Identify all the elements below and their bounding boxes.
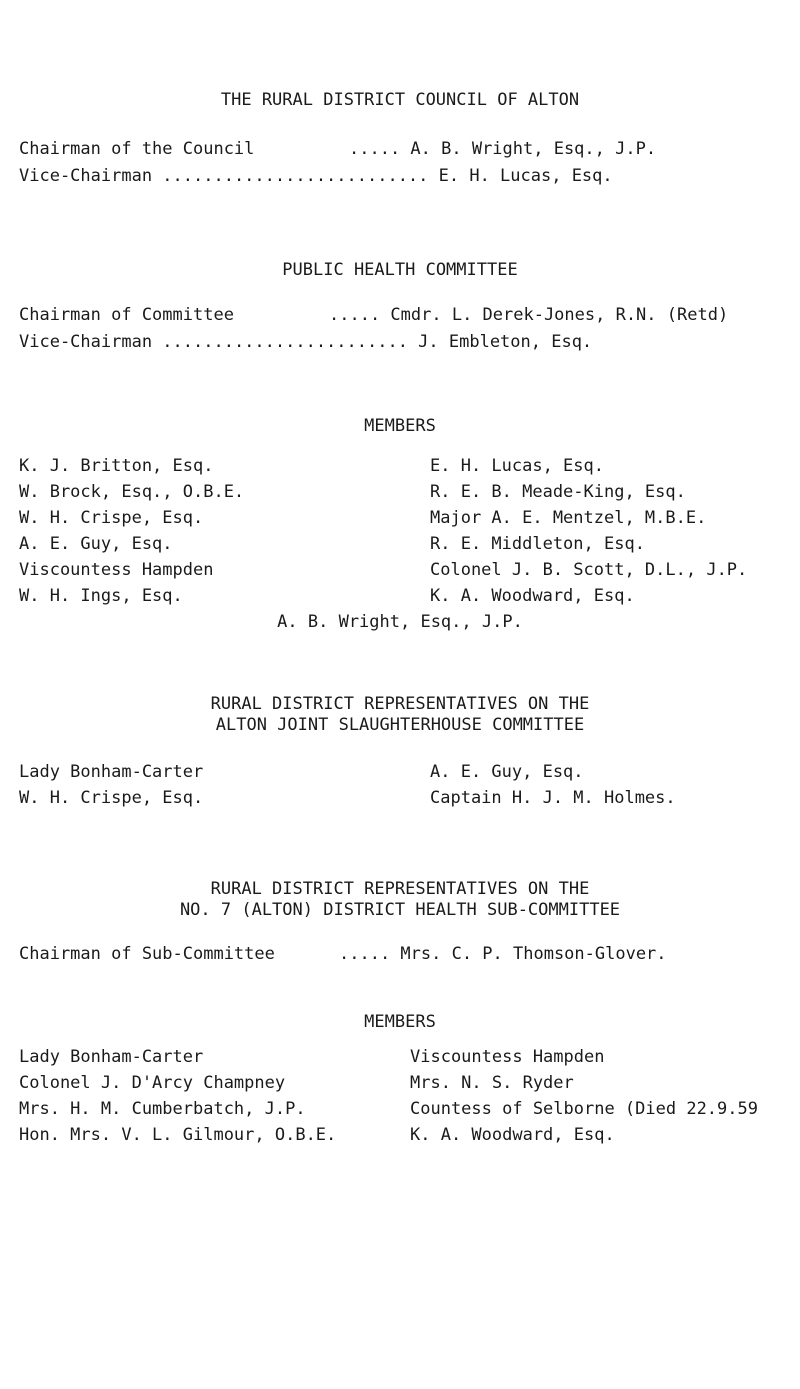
council-chairman-row [19,139,657,159]
member-name: Lady Bonham-Carter [19,762,204,782]
council-vice-label: Vice-Chairman [19,166,153,186]
member-name: Mrs. N. S. Ryder [410,1073,574,1093]
member-name: W. H. Crispe, Esq. [19,788,204,808]
member-name: A. E. Guy, Esq. [430,762,584,782]
health-sub-title-line1: RURAL DISTRICT REPRESENTATIVES ON THE [210,879,590,899]
member-name: Major A. E. Mentzel, M.B.E. [430,508,707,528]
dot-leader: ..... [329,305,391,325]
dot-leader: ..... [349,139,411,159]
member-name: K. A. Woodward, Esq. [430,586,635,606]
council-title: THE RURAL DISTRICT COUNCIL OF ALTON [220,90,580,110]
member-name: Colonel J. D'Arcy Champney [19,1073,286,1093]
member-name: Viscountess Hampden [410,1047,605,1067]
member-name: W. H. Ings, Esq. [19,586,183,606]
member-name: Countess of Selborne (Died 22.9.59 [410,1099,758,1119]
member-name-centered: A. B. Wright, Esq., J.P. [277,612,523,632]
member-name: R. E. Middleton, Esq. [430,534,645,554]
hs-members-heading: MEMBERS [364,1012,436,1032]
slaughterhouse-title-line1: RURAL DISTRICT REPRESENTATIVES ON THE [210,694,590,714]
member-name: Colonel J. B. Scott, D.L., J.P. [430,560,748,580]
hs-chairman-name: Mrs. C. P. Thomson-Glover. [400,944,667,964]
member-name: E. H. Lucas, Esq. [430,456,604,476]
ph-chairman-label: Chairman of Committee [19,305,234,325]
ph-vice-row [19,334,592,351]
ph-vice-name: J. Embleton, Esq. [418,332,593,352]
hs-chairman-label: Chairman of Sub-Committee [19,944,275,964]
ph-members-heading: MEMBERS [364,416,436,436]
dot-leader: .......................... [152,166,439,186]
member-name: Viscountess Hampden [19,560,214,580]
member-name: R. E. B. Meade-King, Esq. [430,482,686,502]
hs-chairman-row [19,944,667,964]
member-name: Hon. Mrs. V. L. Gilmour, O.B.E. [19,1125,337,1145]
dot-leader: ..... [339,944,401,964]
member-name: W. Brock, Esq., O.B.E. [19,482,245,502]
member-name: K. A. Woodward, Esq. [410,1125,615,1145]
ph-chairman-row [19,305,729,325]
member-name: Captain H. J. M. Holmes. [430,788,676,808]
slaughterhouse-title-line2: ALTON JOINT SLAUGHTERHOUSE COMMITTEE [215,715,585,735]
council-vice-name: E. H. Lucas, Esq. [438,166,613,186]
member-name: K. J. Britton, Esq. [19,456,214,476]
ph-vice-label: Vice-Chairman [19,332,153,352]
ph-chairman-name: Cmdr. L. Derek-Jones, R.N. (Retd) [390,305,729,325]
council-chairman-label: Chairman of the Council [19,139,255,159]
member-name: Lady Bonham-Carter [19,1047,204,1067]
council-vice-row [19,168,613,185]
health-sub-title-line2: NO. 7 (ALTON) DISTRICT HEALTH SUB-COMMITTEE [179,900,621,920]
council-chairman-name: A. B. Wright, Esq., J.P. [410,139,657,159]
public-health-title: PUBLIC HEALTH COMMITTEE [282,260,518,280]
member-name: W. H. Crispe, Esq. [19,508,204,528]
dot-leader: ........................ [152,332,419,352]
member-name: Mrs. H. M. Cumberbatch, J.P. [19,1099,306,1119]
member-name: A. E. Guy, Esq. [19,534,173,554]
